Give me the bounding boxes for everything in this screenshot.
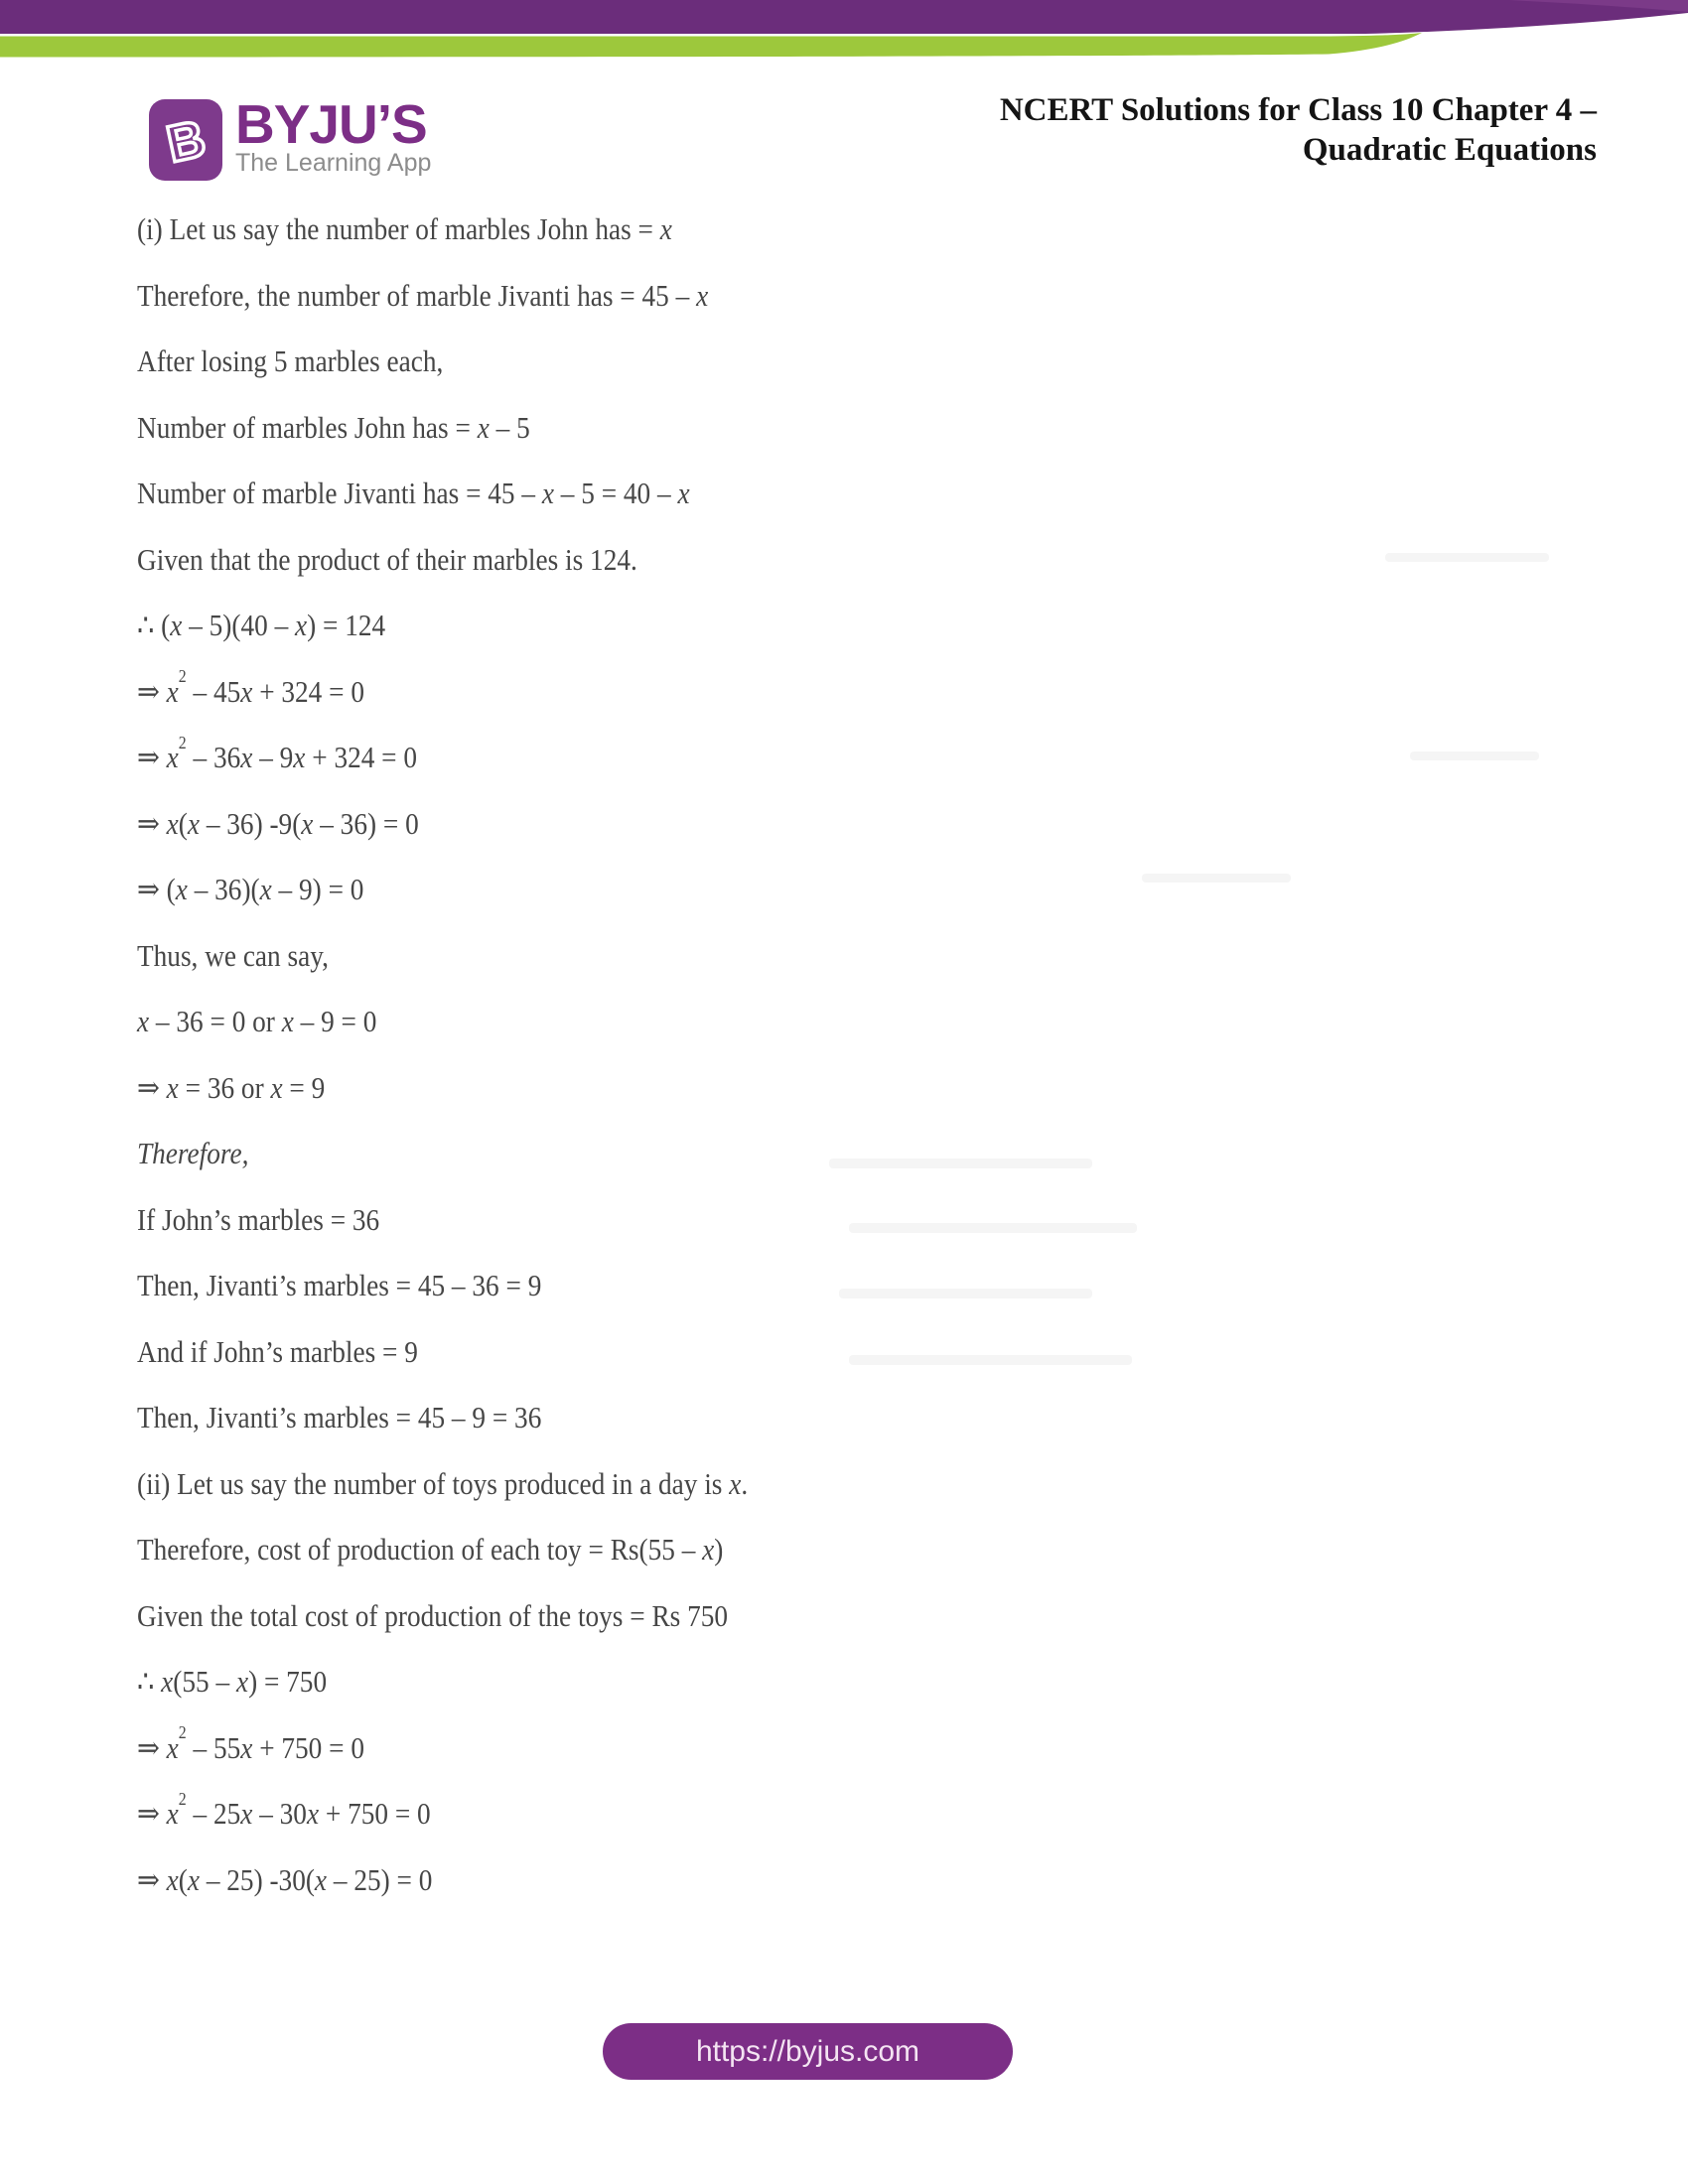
text-line: ∴ (x – 5)(40 – x) = 124	[137, 608, 386, 642]
text-line: ⇒ x(x – 25) -30(x – 25) = 0	[137, 1861, 433, 1897]
text-line: ⇒ x = 36 or x = 9	[137, 1069, 326, 1105]
logo-tagline: The Learning App	[235, 149, 432, 177]
text-line: Therefore, cost of production of each toy = Rs(55 – x)	[137, 1532, 724, 1567]
scan-artifact	[1385, 553, 1549, 562]
header-band	[0, 0, 1688, 60]
text-line: Number of marbles John has = x – 5	[137, 409, 530, 445]
text-line: If John’s marbles = 36	[137, 1201, 380, 1237]
text-line: (ii) Let us say the number of toys produced in a day is x.	[137, 1465, 749, 1501]
text-line: x – 36 = 0 or x – 9 = 0	[137, 1004, 377, 1038]
text-line: Number of marble Jivanti has = 45 – x – 5 = 40 – x	[137, 476, 690, 510]
header-green-band	[0, 33, 1422, 58]
text-line: ⇒ (x – 36)(x – 9) = 0	[137, 872, 364, 906]
text-line: Given the total cost of production of the toys = Rs 750	[137, 1597, 729, 1633]
text-line: ⇒ $x^2 - 45x + 324 = 0$	[137, 666, 364, 709]
logo-letter: B	[162, 109, 211, 175]
text-line: ⇒ $x^2 - 25x - 30x + 750 = 0$	[137, 1788, 431, 1831]
page-title	[1000, 90, 1597, 170]
text-line: After losing 5 marbles each,	[137, 343, 444, 378]
body-lines	[137, 213, 1229, 1930]
byjus-logo	[149, 93, 432, 181]
text-line: Therefore,	[137, 1136, 249, 1170]
text-line: ⇒ $x^2 - 36x - 9x + 324 = 0$	[137, 732, 418, 774]
text-line: ∴ x(55 – x) = 750	[137, 1664, 328, 1699]
byjus-link-label: https://byjus.com	[695, 2034, 920, 2068]
text-line: Then, Jivanti’s marbles = 45 – 36 = 9	[137, 1268, 542, 1302]
page-title-line2: Quadratic Equations	[1302, 132, 1597, 168]
text-line: Thus, we can say,	[137, 937, 329, 973]
text-line: Given that the product of their marbles is 124.	[137, 541, 637, 577]
header-purple-band	[0, 0, 1688, 34]
byjus-link[interactable]	[603, 2023, 1013, 2080]
text-line: (i) Let us say the number of marbles John has = x	[137, 211, 672, 246]
logo-wordmark: BYJU’S	[235, 93, 427, 155]
text-line: And if John’s marbles = 9	[137, 1333, 418, 1369]
text-line: Then, Jivanti’s marbles = 45 – 9 = 36	[137, 1400, 542, 1434]
text-line: ⇒ $x^2 - 55x + 750 = 0$	[137, 1722, 364, 1765]
logo-text-block	[235, 93, 432, 177]
text-line: ⇒ x(x – 36) -9(x – 36) = 0	[137, 805, 419, 841]
text-line: Therefore, the number of marble Jivanti has = 45 – x	[137, 277, 709, 313]
page-title-line1: NCERT Solutions for Class 10 Chapter 4 –	[999, 92, 1597, 128]
byjus-logo-icon	[149, 99, 222, 181]
scan-artifact	[1410, 751, 1539, 760]
